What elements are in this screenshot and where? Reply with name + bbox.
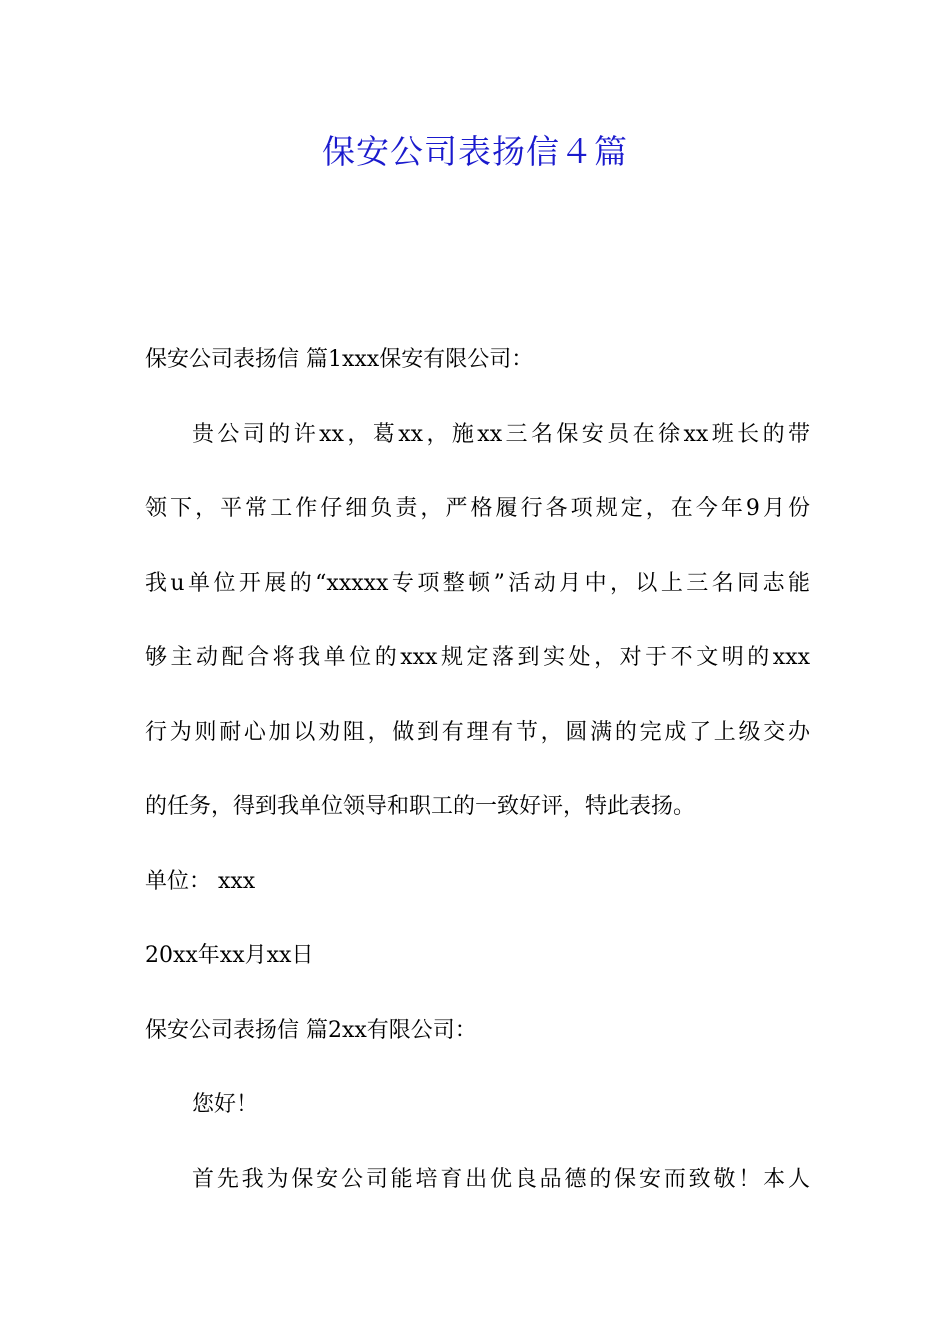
paragraph-line: 贵公司的许xx，葛xx，施xx三名保安员在徐xx班长的带	[192, 422, 810, 447]
paragraph-line: 的任务，得到我单位领导和职工的一致好评，特此表扬。	[145, 794, 696, 819]
paragraph-line: 我u单位开展的“xxxxx专项整顿”活动月中，以上三名同志能	[145, 571, 810, 596]
paragraph-line: 首先我为保安公司能培育出优良品德的保安而致敬！本人	[192, 1167, 810, 1192]
signature-unit: 单位： xxx	[145, 869, 256, 894]
letter2-heading: 保安公司表扬信 篇2xx有限公司：	[145, 1018, 477, 1043]
greeting: 您好！	[192, 1092, 259, 1117]
letter1-heading: 保安公司表扬信 篇1xxx保安有限公司：	[145, 347, 534, 372]
paragraph-line: 行为则耐心加以劝阻，做到有理有节，圆满的完成了上级交办	[145, 720, 810, 745]
document-title: 保安公司表扬信４篇	[322, 132, 628, 171]
paragraph-line: 够主动配合将我单位的xxx规定落到实处，对于不文明的xxx	[145, 645, 810, 670]
paragraph-line: 领下，平常工作仔细负责，严格履行各项规定，在今年9月份	[145, 496, 810, 521]
signature-date: 20xx年xx月xx日	[145, 943, 314, 968]
